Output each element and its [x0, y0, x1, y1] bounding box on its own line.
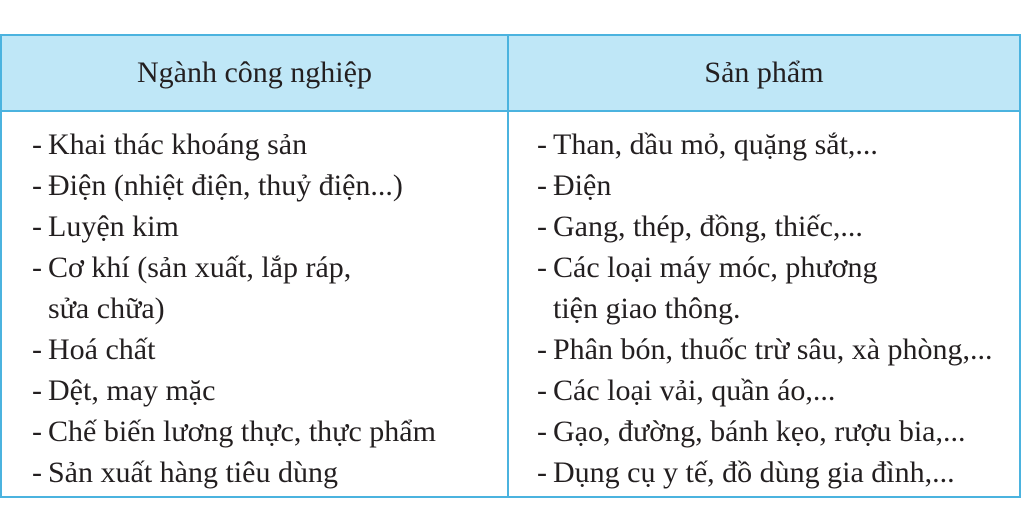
industry-item: - Điện (nhiệt điện, thuỷ điện...): [32, 169, 403, 202]
product-item: - Điện: [537, 169, 612, 202]
product-item: - Các loại máy móc, phương tiện giao thông.: [537, 251, 878, 325]
product-item: - Các loại vải, quần áo,...: [537, 374, 836, 407]
product-list: [537, 124, 1017, 493]
industry-item: - Khai thác khoáng sản: [32, 128, 308, 161]
product-item: - Gạo, đường, bánh kẹo, rượu bia,...: [537, 415, 966, 448]
industry-product-table: [0, 34, 1021, 498]
column-divider: [507, 36, 509, 496]
industry-item: - Chế biến lương thực, thực phẩm: [32, 415, 436, 448]
industry-item: - Hoá chất: [32, 333, 156, 366]
table-header-row: [2, 36, 1019, 112]
product-item: - Than, dầu mỏ, quặng sắt,...: [537, 128, 878, 161]
industry-item: - Luyện kim: [32, 210, 179, 243]
product-item: - Gang, thép, đồng, thiếc,...: [537, 210, 863, 243]
industry-item: - Dệt, may mặc: [32, 374, 216, 407]
header-industry: Ngành công nghiệp: [137, 56, 372, 89]
industry-item: - Sản xuất hàng tiêu dùng: [32, 456, 338, 489]
header-product: Sản phẩm: [704, 56, 824, 89]
product-item: - Dụng cụ y tế, đồ dùng gia đình,...: [537, 456, 955, 489]
industry-item: - Cơ khí (sản xuất, lắp ráp, sửa chữa): [32, 251, 352, 325]
product-item: - Phân bón, thuốc trừ sâu, xà phòng,...: [537, 333, 993, 366]
industry-list: [32, 124, 502, 493]
